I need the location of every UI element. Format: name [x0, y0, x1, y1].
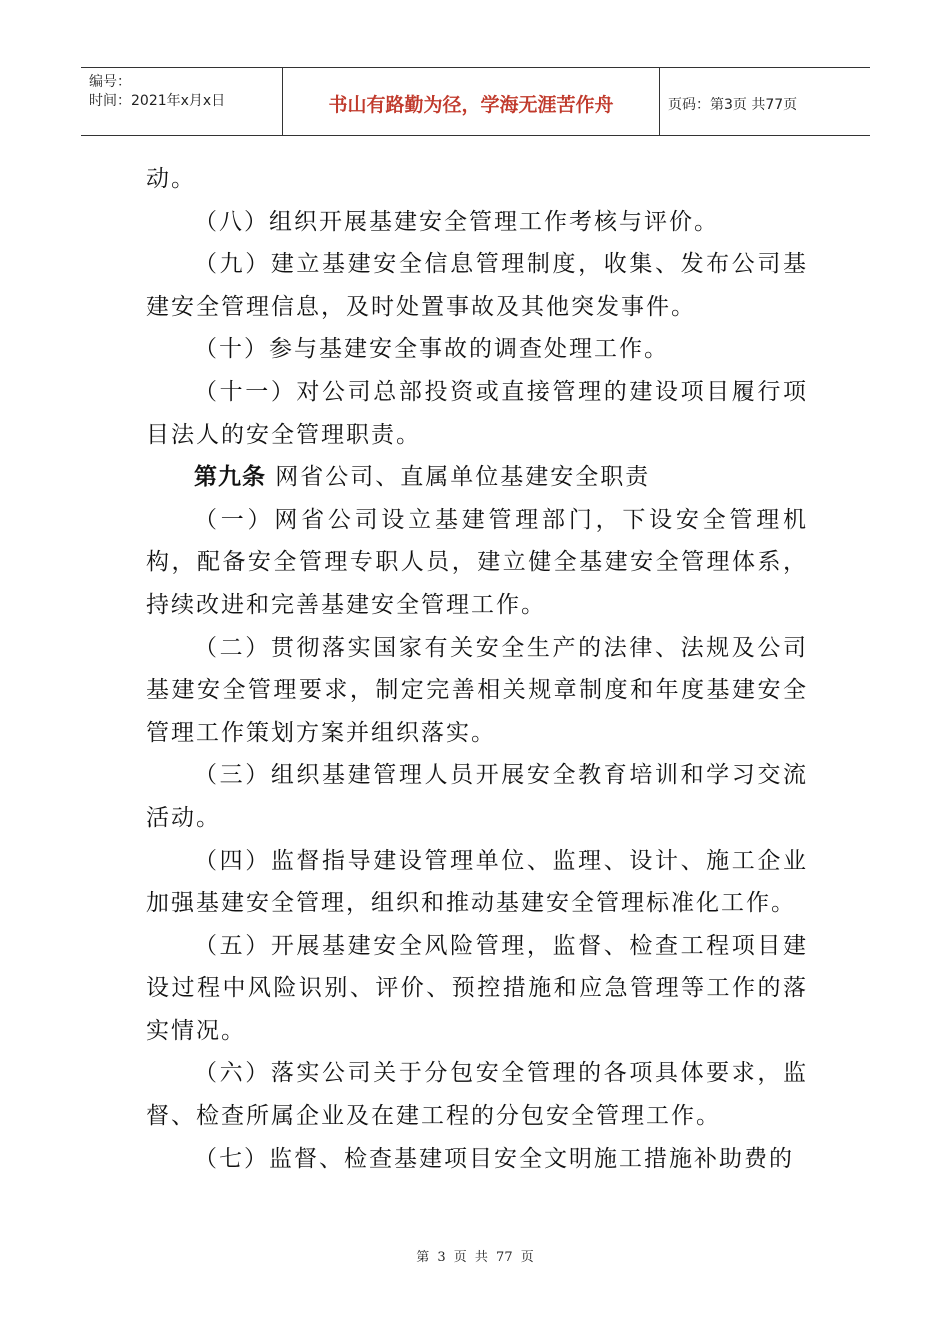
header-motto: 书山有路勤为径，学海无涯苦作舟: [283, 68, 660, 135]
paragraph: （十一）对公司总部投资或直接管理的建设项目履行项目法人的安全管理职责。: [146, 378, 808, 448]
article-heading: [146, 456, 808, 499]
document-number-label: 编号：: [89, 74, 131, 90]
header-meta: [81, 68, 283, 135]
paragraph: 动。: [146, 166, 196, 192]
paragraph: （七）监督、检查基建项目安全文明施工措施补助费的: [194, 1145, 794, 1172]
paragraph: （五）开展基建安全风险管理，监督、检查工程项目建设过程中风险识别、评价、预控措施和应急管理等工作的落实情况。: [146, 932, 808, 1044]
paragraph: （十）参与基建安全事故的调查处理工作。: [194, 336, 669, 363]
paragraph: （二）贯彻落实国家有关安全生产的法律、法规及公司基建安全管理要求，制定完善相关规章制度和年度基建安全管理工作策划方案并组织落实。: [146, 634, 808, 746]
document-time-label: 时间：2021年x月x日: [89, 93, 226, 109]
page-header: [81, 67, 870, 136]
article-number: 第九条: [194, 464, 266, 491]
paragraph: （一）网省公司设立基建管理部门，下设安全管理机构，配备安全管理专职人员，建立健全基建安全管理体系，持续改进和完善基建安全管理工作。: [146, 506, 808, 618]
paragraph: （三）组织基建管理人员开展安全教育培训和学习交流活动。: [146, 762, 808, 831]
header-page-info: 页码：第3页 共77页: [668, 96, 798, 113]
paragraph: （九）建立基建安全信息管理制度，收集、发布公司基建安全管理信息，及时处置事故及其他突发事件。: [146, 251, 808, 320]
paragraph: （六）落实公司关于分包安全管理的各项具体要求，监督、检查所属企业及在建工程的分包安全管理工作。: [146, 1060, 808, 1130]
article-title: 网省公司、直属单位基建安全职责: [266, 464, 651, 491]
page-footer: 第 3 页 共 77 页: [416, 1250, 534, 1265]
paragraph: （八）组织开展基建安全管理工作考核与评价。: [194, 208, 719, 235]
paragraph: （四）监督指导建设管理单位、监理、设计、施工企业加强基建安全管理，组织和推动基建安全管理标准化工作。: [146, 847, 808, 917]
document-body: [146, 158, 808, 1180]
